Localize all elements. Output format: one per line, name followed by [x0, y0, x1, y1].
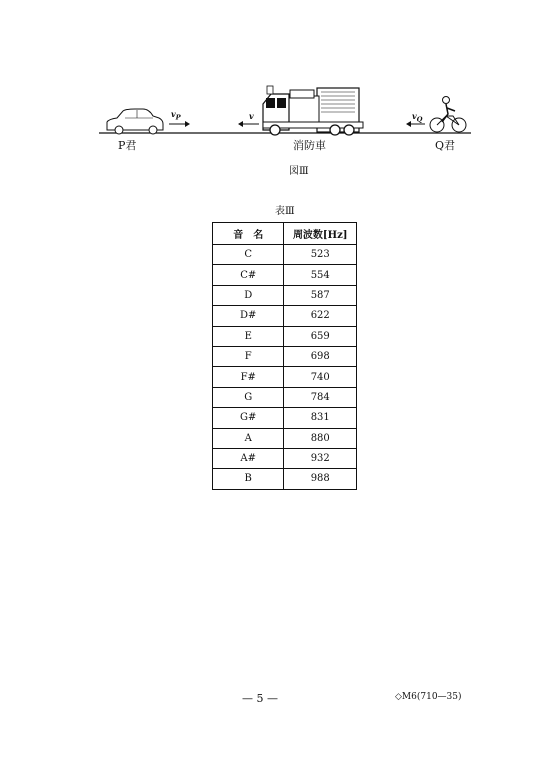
note-cell: F [213, 346, 284, 366]
note-cell: D [213, 285, 284, 305]
note-cell: A# [213, 448, 284, 468]
note-cell: G# [213, 408, 284, 428]
table-row [213, 448, 357, 468]
fire-truck-icon [263, 86, 363, 135]
vq-label: $v_Q$ [412, 111, 423, 124]
table-row [213, 306, 357, 326]
note-cell: D# [213, 306, 284, 326]
table-row [213, 265, 357, 285]
page-number: — 5 — [242, 692, 278, 705]
table-row [213, 326, 357, 346]
v-label: v [249, 111, 254, 121]
bicycle-icon [430, 97, 466, 133]
table-caption: 表Ⅲ [275, 206, 295, 217]
frequency-cell: 740 [284, 367, 357, 387]
vp-label: $v_P$ [171, 109, 181, 122]
note-cell: F# [213, 367, 284, 387]
note-cell: E [213, 326, 284, 346]
figure-caption: 図Ⅲ [289, 166, 309, 177]
note-cell: G [213, 387, 284, 407]
table-header-row [213, 223, 357, 245]
car-icon [107, 109, 163, 134]
frequency-cell: 932 [284, 448, 357, 468]
p-label: P君 [118, 139, 137, 152]
table-row [213, 367, 357, 387]
table-row [213, 387, 357, 407]
column-header-note: 音 名 [213, 223, 284, 245]
frequency-cell: 523 [284, 245, 357, 265]
q-label: Q君 [435, 139, 456, 152]
column-header-frequency: 周波数[Hz] [284, 223, 357, 245]
table-row [213, 245, 357, 265]
table-row [213, 469, 357, 489]
frequency-cell: 587 [284, 285, 357, 305]
frequency-cell: 988 [284, 469, 357, 489]
frequency-cell: 659 [284, 326, 357, 346]
frequency-table [212, 222, 357, 490]
table-row [213, 285, 357, 305]
frequency-cell: 698 [284, 346, 357, 366]
frequency-cell: 784 [284, 387, 357, 407]
frequency-cell: 831 [284, 408, 357, 428]
document-code: ◇M6(710—35) [395, 692, 462, 702]
table-row [213, 428, 357, 448]
note-cell: A [213, 428, 284, 448]
note-cell: C# [213, 265, 284, 285]
frequency-cell: 554 [284, 265, 357, 285]
note-cell: C [213, 245, 284, 265]
note-cell: B [213, 469, 284, 489]
table-row [213, 408, 357, 428]
frequency-cell: 880 [284, 428, 357, 448]
truck-label: 消防車 [293, 139, 326, 152]
table-row [213, 346, 357, 366]
frequency-cell: 622 [284, 306, 357, 326]
